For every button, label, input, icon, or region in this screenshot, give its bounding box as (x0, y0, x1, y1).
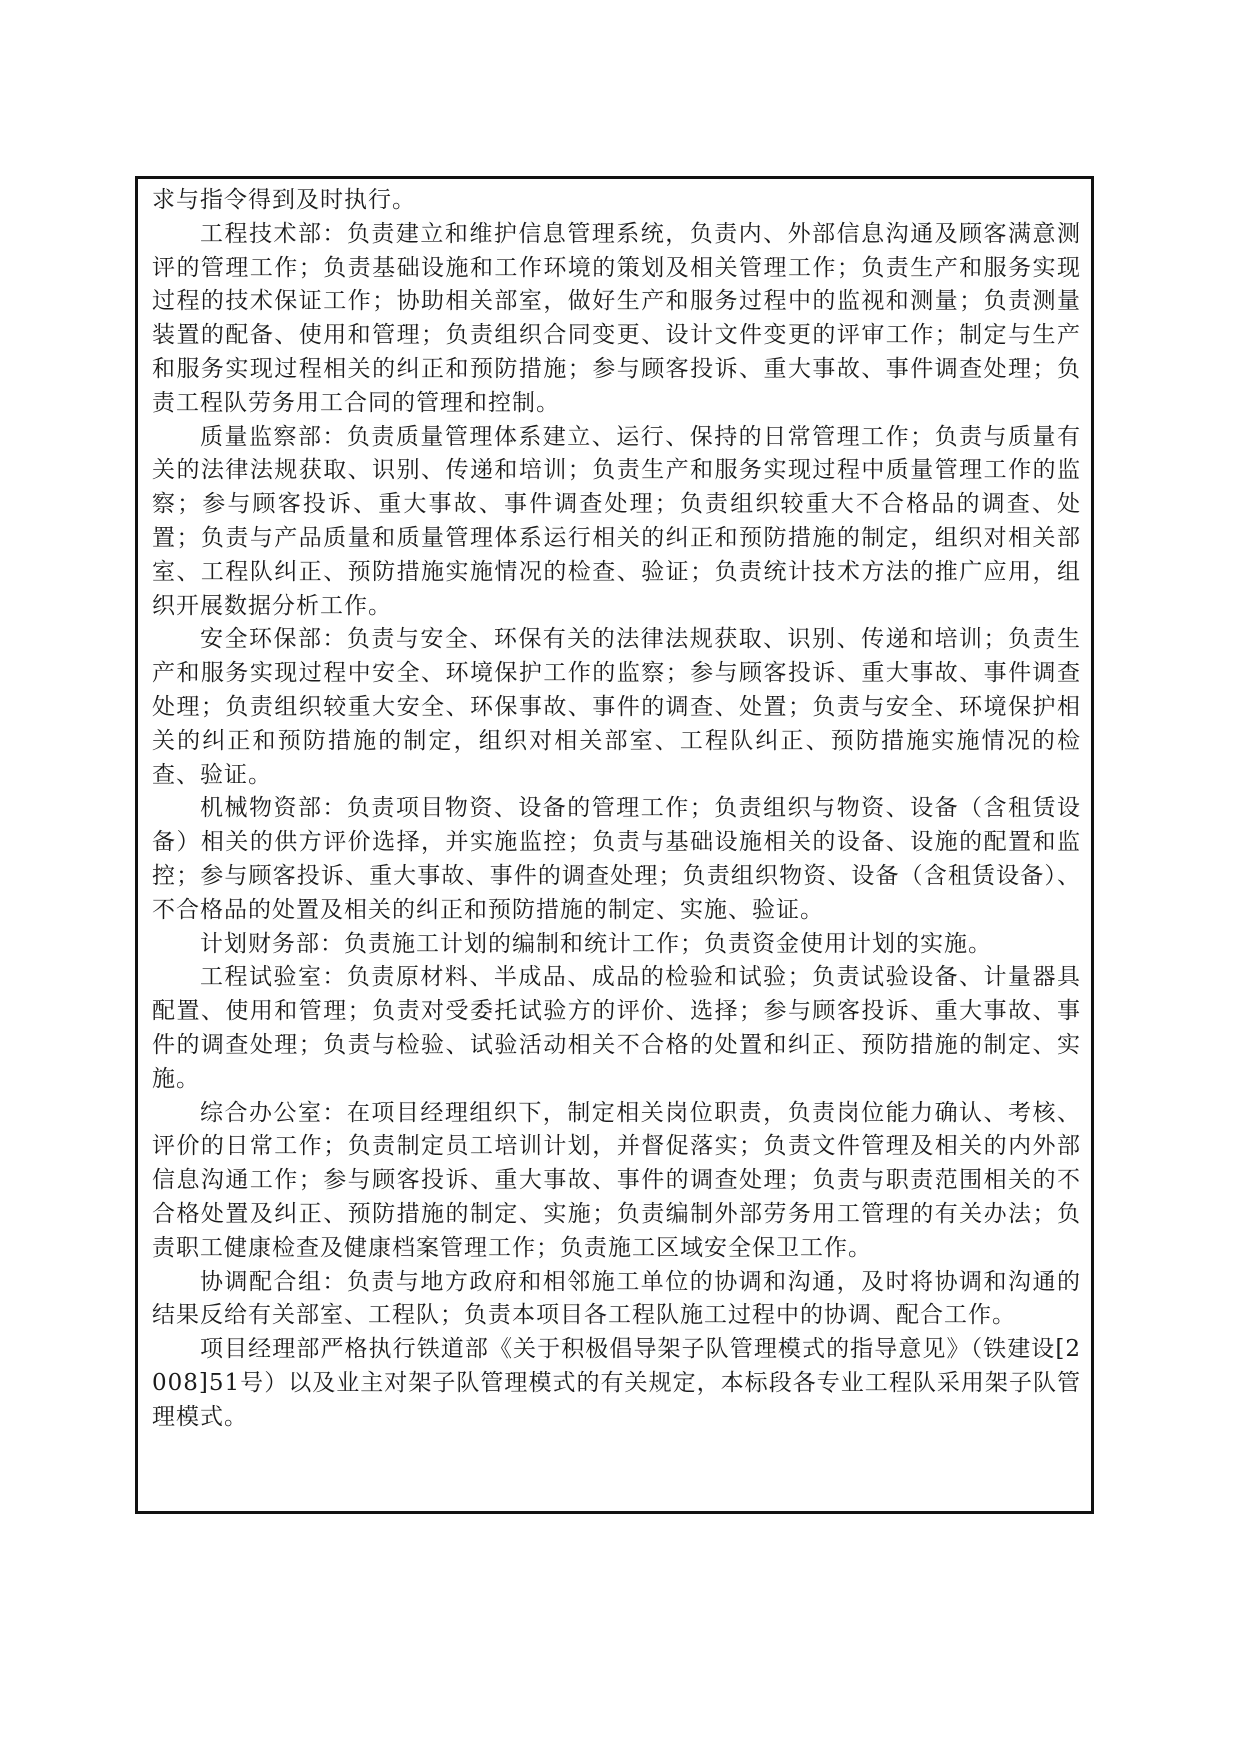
paragraph-quality-supervision-dept: 质量监察部：负责质量管理体系建立、运行、保持的日常管理工作；负责与质量有关的法律法规获取、识别、传递和培训；负责生产和服务实现过程中质量管理工作的监察；参与顾客投诉、重大事故、事件调查处理；负责组织较重大不合格品的调查、处置；负责与产品质量和质量管理体系运行相关的纠正和预防措施的制定，组织对相关部室、工程队纠正、预防措施实施情况的检查、验证；负责统计技术方法的推广应用，组织开展数据分析工作。 (152, 423, 1081, 619)
paragraph-engineering-laboratory: 工程试验室：负责原材料、半成品、成品的检验和试验；负责试验设备、计量器具配置、使用和管理；负责对受委托试验方的评价、选择；参与顾客投诉、重大事故、事件的调查处理；负责与检验、试验活动相关不合格的处置和纠正、预防措施的制定、实施。 (152, 964, 1081, 1092)
paragraph-management-mode: 项目经理部严格执行铁道部《关于积极倡导架子队管理模式的指导意见》（铁建设[2008]51号）以及业主对架子队管理模式的有关规定，本标段各专业工程队采用架子队管理模式。 (152, 1336, 1081, 1430)
paragraph-machinery-materials-dept: 机械物资部：负责项目物资、设备的管理工作；负责组织与物资、设备（含租赁设备）相关的供方评价选择，并实施监控；负责与基础设施相关的设备、设施的配置和监控；参与顾客投诉、重大事故、事件的调查处理；负责组织物资、设备（含租赁设备）、不合格品的处置及相关的纠正和预防措施的制定、实施、验证。 (152, 795, 1081, 923)
paragraph-safety-environmental-dept: 安全环保部：负责与安全、环保有关的法律法规获取、识别、传递和培训；负责生产和服务实现过程中安全、环境保护工作的监察；参与顾客投诉、重大事故、事件调查处理；负责组织较重大安全、环保事故、事件的调查、处置；负责与安全、环境保护相关的纠正和预防措施的制定，组织对相关部室、工程队纠正、预防措施实施情况的检查、验证。 (152, 626, 1081, 788)
bordered-text-frame (135, 176, 1094, 1514)
paragraph-engineering-technology-dept: 工程技术部：负责建立和维护信息管理系统，负责内、外部信息沟通及顾客满意测评的管理工作；负责基础设施和工作环境的策划及相关管理工作；负责生产和服务实现过程的技术保证工作；协助相关部室，做好生产和服务过程中的监视和测量；负责测量装置的配备、使用和管理；负责组织合同变更、设计文件变更的评审工作；制定与生产和服务实现过程相关的纠正和预防措施；参与顾客投诉、重大事故、事件调查处理；负责工程队劳务用工合同的管理和控制。 (152, 220, 1081, 416)
paragraph-coordination-group: 协调配合组：负责与地方政府和相邻施工单位的协调和沟通，及时将协调和沟通的结果反给有关部室、工程队；负责本项目各工程队施工过程中的协调、配合工作。 (152, 1268, 1081, 1329)
document-body (152, 184, 1081, 1434)
paragraph-planning-finance-dept: 计划财务部：负责施工计划的编制和统计工作；负责资金使用计划的实施。 (200, 930, 992, 957)
paragraph-continuation: 求与指令得到及时执行。 (152, 187, 416, 213)
paragraph-general-office: 综合办公室：在项目经理组织下，制定相关岗位职责，负责岗位能力确认、考核、评价的日常工作；负责制定员工培训计划，并督促落实；负责文件管理及相关的内外部信息沟通工作；参与顾客投诉、重大事故、事件的调查处理；负责与职责范围相关的不合格处置及纠正、预防措施的制定、实施；负责编制外部劳务用工管理的有关办法；负责职工健康检查及健康档案管理工作；负责施工区域安全保卫工作。 (152, 1099, 1081, 1261)
